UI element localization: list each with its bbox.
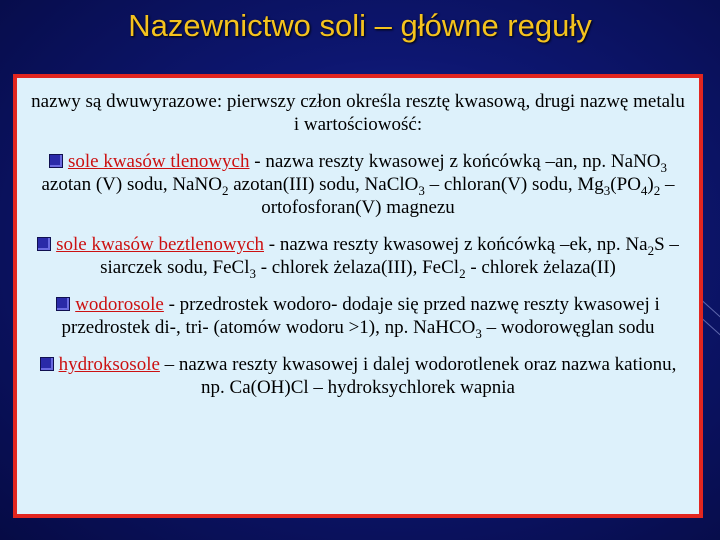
rule-term: sole kwasów beztlenowych [56,234,264,255]
content-panel [13,74,703,518]
rule-term: sole kwasów tlenowych [67,151,250,172]
decorative-line [702,318,720,346]
intro-text: nazwy są dwuwyrazowe: pierwszy człon określa resztę kwasową, drugi nazwę metalu i wartościowość: [31,91,685,135]
rule-term: hydroksosole [58,354,160,375]
checkbox-bullet-icon [56,297,70,311]
rule-item-oxygen-free-acid-salts: sole kwasów beztlenowych - nazwa reszty kwasowej z końcówką –ek, np. $Na_2S$ – siarczek sodu, FeCl$_3$ - chlorek żelaza(III), FeCl$_2$ - chlorek żelaza(II) [31,233,685,279]
rule-item-oxo-acid-salts: sole kwasów tlenowych - nazwa reszty kwasowej z końcówką –an, np. NaNO$_3$ azotan (V) sodu, NaNO$_2$ azotan(III) sodu, NaClO$_3$ – chloran(V) sodu, $Mg_3(PO_4)_2$ – ortofosforan(V) magnezu [41,151,675,218]
checkbox-bullet-icon [40,357,54,371]
rule-item-hydroxy-salts: hydroksosole – nazwa reszty kwasowej i dalej wodorotlenek oraz nazwa kationu, np. Ca(OH)Cl – hydroksychlorek wapnia [31,353,685,399]
slide-title: Nazewnictwo soli – główne reguły [128,8,592,43]
checkbox-bullet-icon [37,237,51,251]
checkbox-bullet-icon [49,154,63,168]
decorative-line [702,300,720,328]
rule-item-hydrogen-salts: wodorosole - przedrostek wodoro- dodaje się przed nazwę reszty kwasowej i przedrostek di-, tri- (atomów wodoru >1), np. NaHCO$_3$ – wodorowęglan sodu [31,293,685,339]
rule-term: wodorosole [75,294,164,315]
